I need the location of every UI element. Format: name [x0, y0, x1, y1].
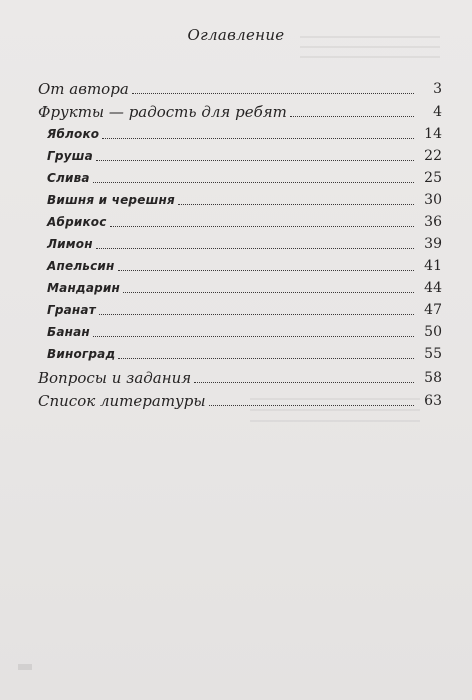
dot-leader [132, 92, 414, 94]
toc-entry [38, 341, 442, 363]
toc-entry [38, 98, 442, 122]
toc-entry-title: Груша [47, 149, 93, 163]
dot-leader [118, 357, 414, 359]
toc-entry-page-number: 58 [424, 369, 442, 386]
toc-entry [38, 363, 442, 387]
toc-entry-page-number: 4 [433, 104, 442, 120]
toc-entry-title: Лимон [47, 237, 93, 251]
toc-entry [38, 319, 442, 341]
toc-entry-title: Слива [47, 171, 90, 185]
toc-entry-page-number: 47 [424, 302, 442, 318]
toc-entry-page-number: 36 [424, 214, 442, 230]
toc-entry [38, 297, 442, 319]
dot-leader [110, 225, 414, 227]
toc-entry-title: Фрукты — радость для ребят [38, 103, 287, 121]
toc-entry-page-number: 22 [424, 148, 442, 164]
toc-entry [38, 121, 442, 143]
toc-entry-page-number: 14 [424, 126, 442, 142]
dot-leader [290, 115, 414, 117]
toc-entry-title: Абрикос [47, 215, 107, 229]
toc-entry-title: Виноград [47, 347, 116, 361]
toc-entry [38, 165, 442, 187]
toc-entry-page-number: 30 [424, 192, 442, 208]
toc-entry-title: От автора [38, 79, 129, 98]
toc-entry-page-number: 25 [424, 170, 442, 186]
toc-entry-title: Гранат [47, 303, 96, 317]
toc-entry-page-number: 41 [424, 258, 442, 274]
toc-entry-page-number: 3 [433, 80, 442, 97]
dot-leader [96, 247, 414, 249]
dot-leader [99, 313, 414, 315]
toc-entry [38, 143, 442, 165]
toc-entry-page-number: 50 [424, 324, 442, 340]
toc-entry [38, 74, 442, 98]
toc-entry [38, 253, 442, 275]
toc-entry [38, 231, 442, 253]
dot-leader [102, 137, 414, 139]
toc-entry-page-number: 55 [424, 346, 442, 362]
table-of-contents [38, 74, 442, 410]
toc-entry-title: Вишня и черешня [47, 193, 175, 207]
dot-leader [93, 335, 414, 337]
toc-entry-title: Апельсин [47, 259, 115, 273]
dot-leader [209, 404, 414, 406]
toc-entry-page-number: 44 [424, 280, 442, 296]
page-title: Оглавление [187, 26, 285, 44]
toc-entry-title: Список литературы [38, 392, 206, 410]
toc-entry-title: Вопросы и задания [38, 368, 192, 387]
toc-entry [38, 275, 442, 297]
toc-entry-title: Банан [47, 325, 90, 339]
toc-entry-page-number: 63 [424, 393, 442, 409]
dot-leader [96, 159, 414, 161]
dot-leader [194, 381, 414, 383]
page-mark [18, 664, 32, 670]
dot-leader [178, 203, 414, 205]
dot-leader [118, 269, 414, 271]
dot-leader [123, 291, 414, 293]
toc-entry-title: Яблоко [47, 127, 100, 141]
toc-entry [38, 387, 442, 411]
toc-entry [38, 209, 442, 231]
toc-entry-title: Мандарин [47, 281, 121, 295]
dot-leader [93, 181, 414, 183]
toc-entry-page-number: 39 [424, 236, 442, 252]
toc-entry [38, 187, 442, 209]
